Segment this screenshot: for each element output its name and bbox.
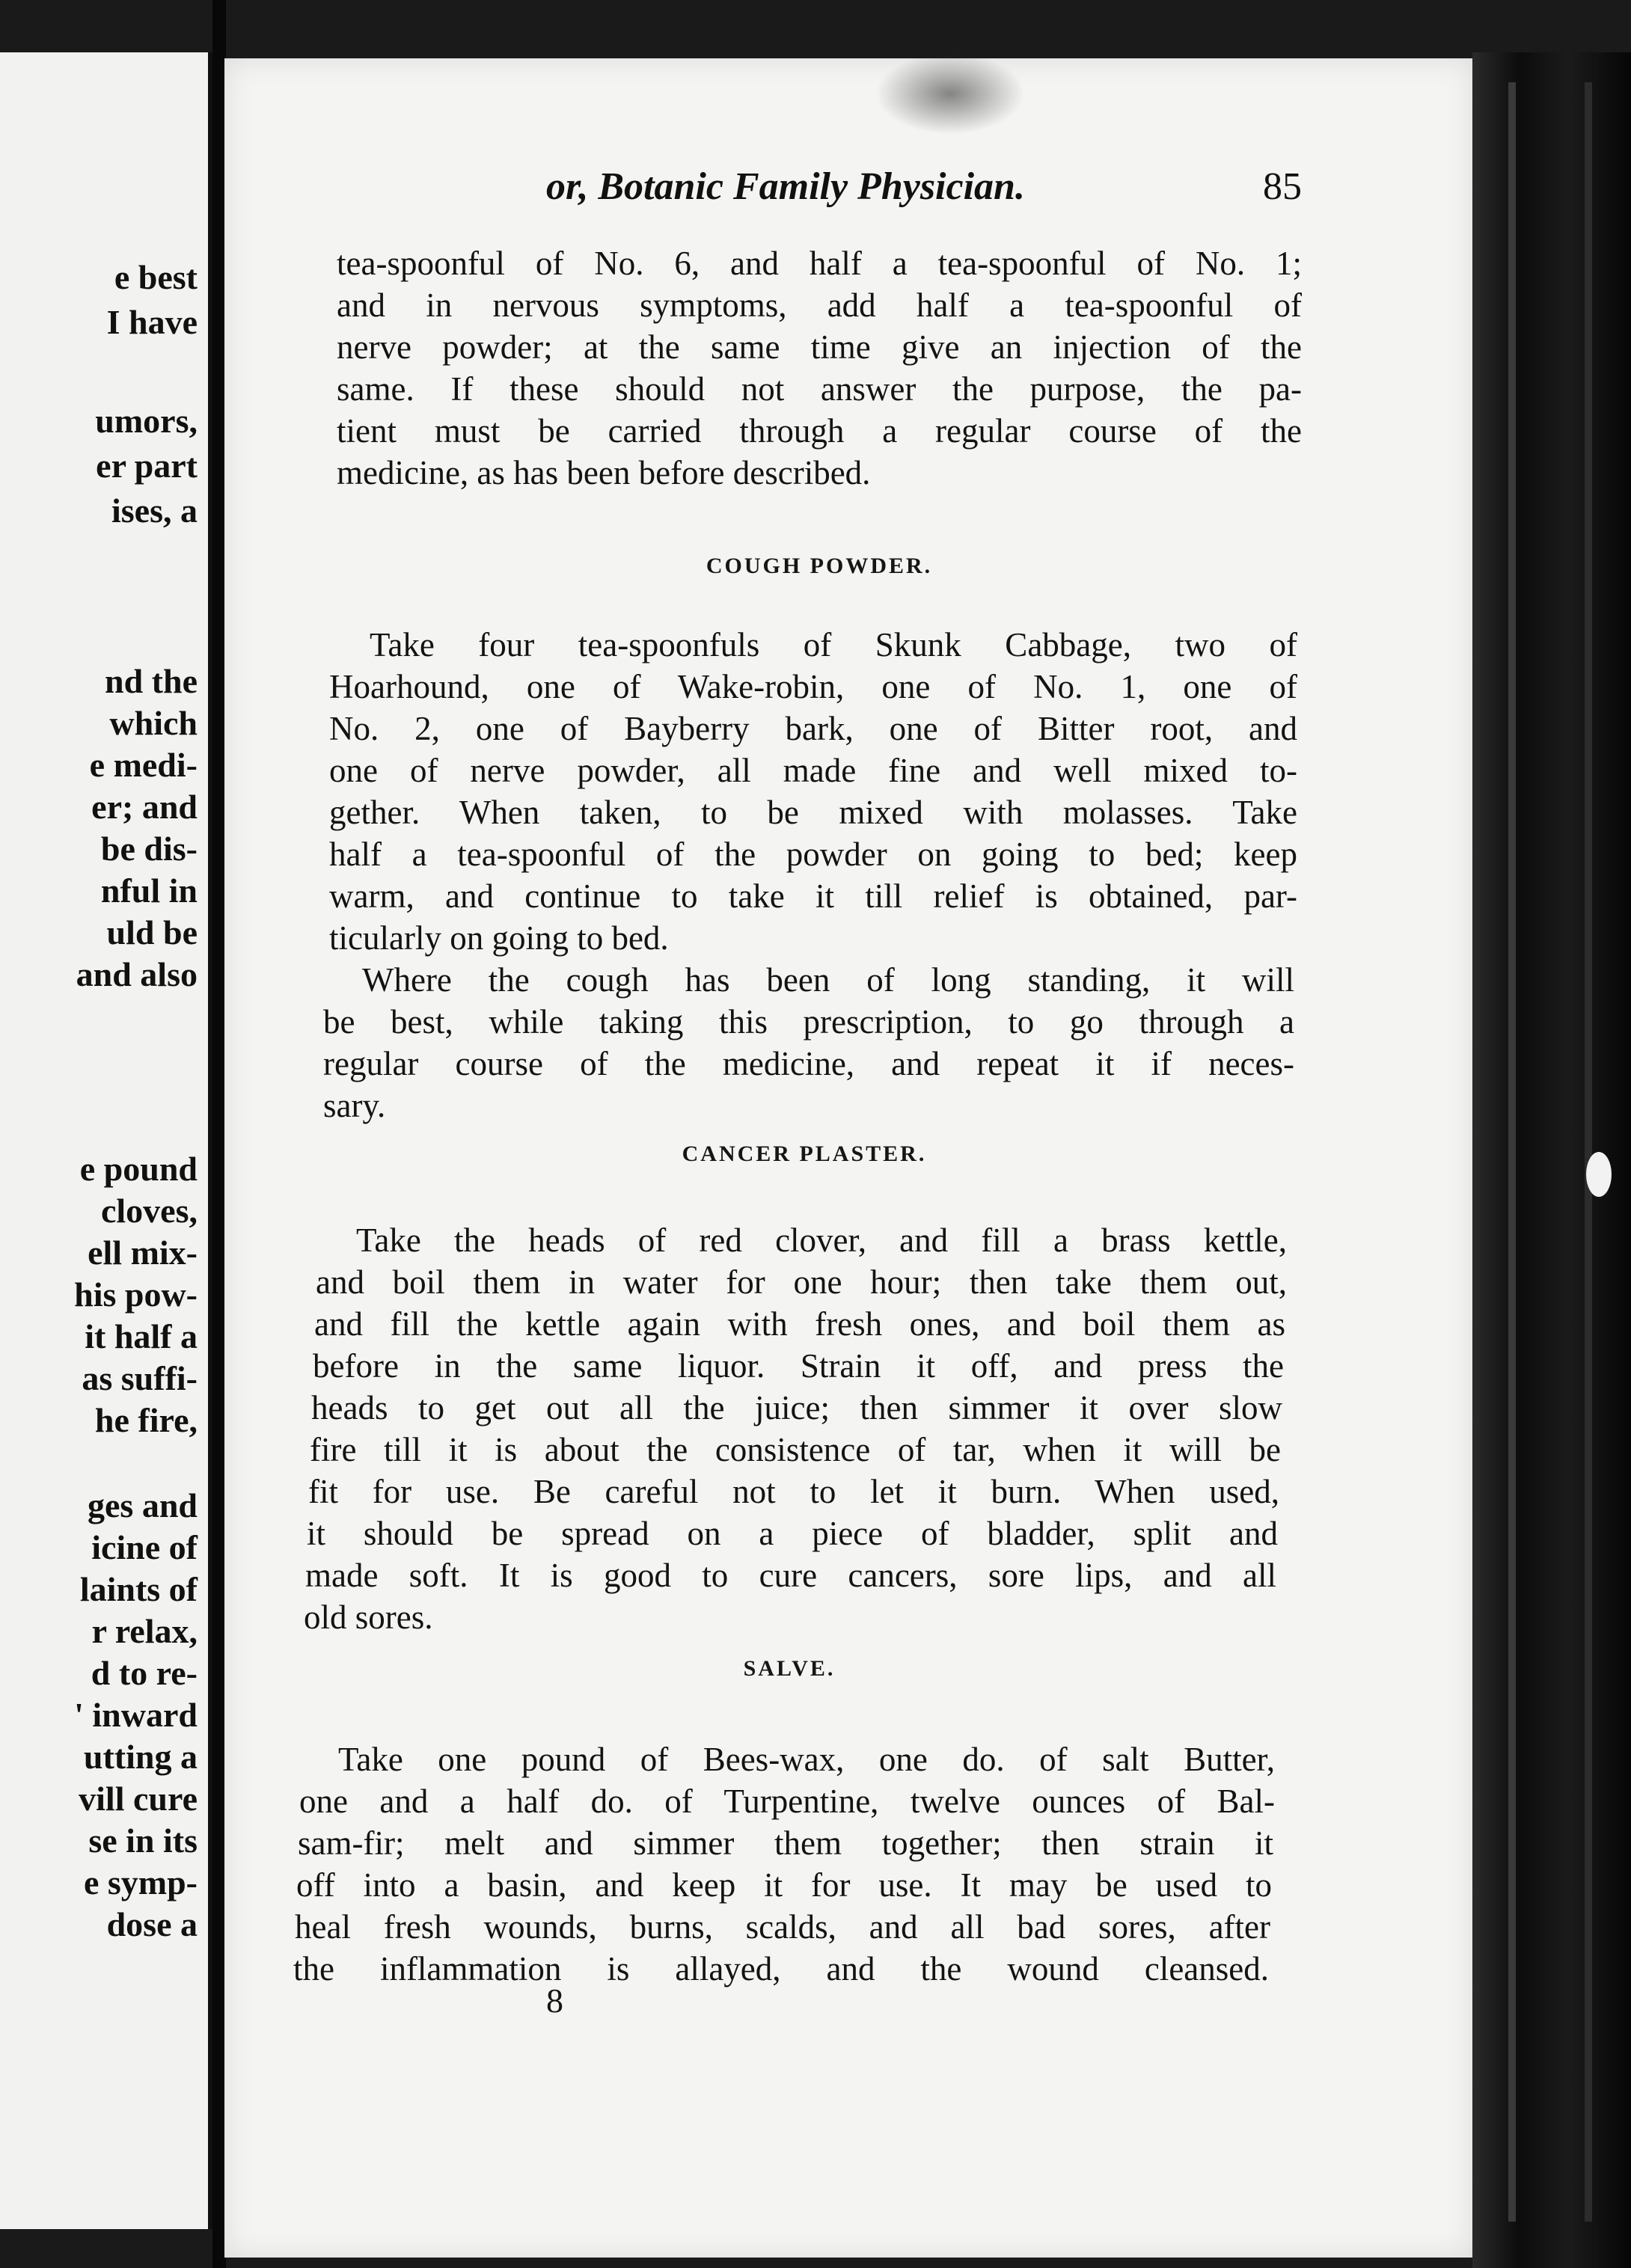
text-line: Take one pound of Bees-wax, one do. of salt Butter,: [338, 1741, 1275, 1778]
text-line: be best, while taking this prescription, to go through a: [323, 1003, 1294, 1040]
text-line: Where the cough has been of long standing, it will: [362, 961, 1294, 999]
text-line: old sores.: [304, 1599, 433, 1636]
facing-line: e symp-: [83, 1863, 198, 1901]
section-heading-cough-powder: COUGH POWDER.: [706, 554, 933, 578]
text-line: off into a basin, and keep it for use. It may be used to: [296, 1866, 1272, 1904]
text-line: tea-spoonful of No. 6, and half a tea-spoonful of No. 1;: [337, 245, 1302, 282]
facing-line: dose a: [106, 1905, 198, 1943]
facing-line: uld be: [106, 913, 198, 951]
facing-line: laints of: [79, 1570, 198, 1608]
text-line: No. 2, one of Bayberry bark, one of Bitter root, and: [329, 710, 1297, 747]
running-head-title: or, Botanic Family Physician.: [546, 165, 1025, 208]
facing-line: nd the: [105, 662, 198, 700]
facing-line: e medi-: [89, 746, 198, 784]
facing-line: be dis-: [100, 830, 198, 868]
text-line: sam-fir; melt and simmer them together; then strain it: [298, 1824, 1273, 1862]
facing-line: cloves,: [100, 1192, 198, 1230]
text-line: Take the heads of red clover, and fill a brass kettle,: [356, 1222, 1287, 1259]
facing-line: as suffi-: [82, 1359, 198, 1397]
page-edge-stripe: [1508, 82, 1516, 2222]
text-line: Take four tea-spoonfuls of Skunk Cabbage, two of: [370, 626, 1297, 663]
text-line: heads to get out all the juice; then simmer it over slow: [311, 1389, 1282, 1426]
facing-line: utting a: [83, 1738, 198, 1776]
text-line: one and a half do. of Turpentine, twelve ounces of Bal-: [299, 1783, 1275, 1820]
text-line: heal fresh wounds, burns, scalds, and all bad sores, after: [295, 1908, 1270, 1946]
text-line: made soft. It is good to cure cancers, sore lips, and all: [305, 1557, 1276, 1594]
facing-line: er; and: [91, 788, 198, 826]
text-line: the inflammation is allayed, and the wound cleansed.: [293, 1950, 1269, 1987]
text-line: half a tea-spoonful of the powder on going to bed; keep: [329, 836, 1297, 873]
text-line: and boil them in water for one hour; then take them out,: [316, 1263, 1287, 1301]
facing-line: umors,: [95, 402, 198, 440]
facing-line: ises, a: [111, 491, 198, 530]
facing-line: icine of: [91, 1528, 198, 1566]
signature-mark: 8: [546, 1982, 563, 2020]
text-line: sary.: [323, 1087, 386, 1124]
facing-line: I have: [106, 303, 198, 341]
text-line: and fill the kettle again with fresh ones, and boil them as: [314, 1305, 1285, 1343]
facing-line: d to re-: [91, 1654, 198, 1692]
facing-line: nful in: [100, 871, 198, 910]
facing-line: e pound: [79, 1150, 198, 1188]
page-edge-stripe: [1585, 82, 1592, 2222]
facing-line: vill cure: [79, 1780, 198, 1818]
facing-line: e best: [114, 258, 198, 296]
ink-smudge: [875, 52, 1025, 135]
text-line: before in the same liquor. Strain it off, and press the: [313, 1347, 1284, 1385]
facing-line: ges and: [88, 1486, 198, 1524]
page-number: 85: [1263, 165, 1302, 208]
section-heading-salve: SALVE.: [743, 1656, 836, 1681]
facing-line: er part: [96, 447, 198, 485]
text-line: warm, and continue to take it till relief is obtained, par-: [329, 877, 1297, 915]
text-line: nerve powder; at the same time give an injection of the: [337, 328, 1302, 366]
text-line: medicine, as has been before described.: [337, 454, 871, 491]
facing-line: ell mix-: [88, 1233, 198, 1272]
facing-line: his pow-: [74, 1275, 198, 1314]
text-line: it should be spread on a piece of bladder, split and: [307, 1515, 1278, 1552]
text-line: same. If these should not answer the purpose, the pa-: [337, 370, 1302, 408]
facing-line: ' inward: [74, 1696, 198, 1734]
text-line: Hoarhound, one of Wake-robin, one of No. 1, one of: [329, 668, 1297, 705]
facing-line: r relax,: [91, 1612, 198, 1650]
facing-line: and also: [76, 955, 198, 993]
text-line: gether. When taken, to be mixed with molasses. Take: [329, 794, 1297, 831]
facing-line: it half a: [85, 1317, 198, 1355]
facing-line: se in its: [88, 1821, 198, 1860]
facing-line: which: [109, 704, 198, 742]
section-heading-cancer-plaster: CANCER PLASTER.: [682, 1141, 927, 1166]
text-line: one of nerve powder, all made fine and well mixed to-: [329, 752, 1297, 789]
text-line: fire till it is about the consistence of tar, when it will be: [310, 1431, 1281, 1468]
paper-speck: [1586, 1152, 1612, 1197]
facing-line: he fire,: [94, 1401, 198, 1439]
running-head: [329, 165, 1302, 217]
facing-page: [0, 52, 212, 2229]
text-line: fit for use. Be careful not to let it burn. When used,: [308, 1473, 1279, 1510]
text-line: regular course of the medicine, and repeat it if neces-: [323, 1045, 1294, 1082]
text-line: ticularly on going to bed.: [329, 919, 669, 957]
text-line: and in nervous symptoms, add half a tea-spoonful of: [337, 286, 1302, 324]
text-line: tient must be carried through a regular course of the: [337, 412, 1302, 450]
